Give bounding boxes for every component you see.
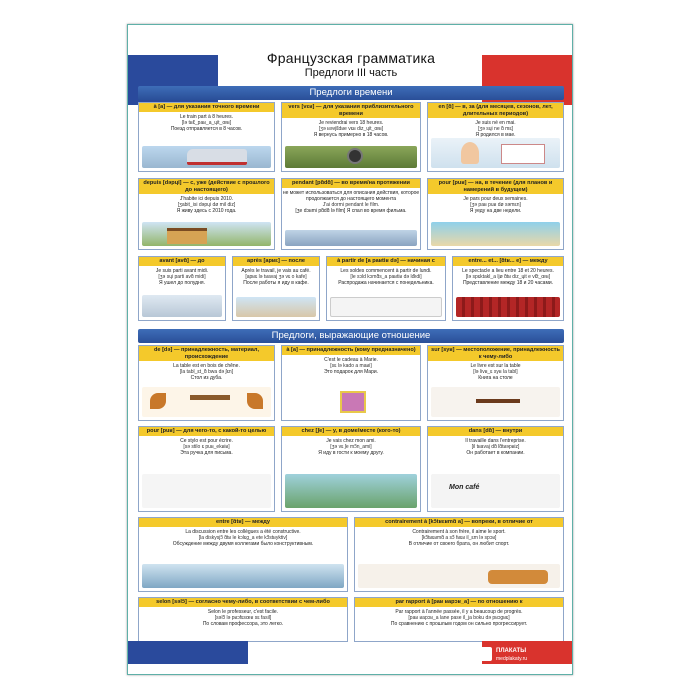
card-example: Le train part à 8 heures. — [179, 113, 234, 120]
card-example: C'est le cadeau à Marie. — [324, 356, 378, 363]
card-de — [138, 345, 275, 421]
theater-illustration — [456, 297, 560, 317]
card-title: entre [ɑ̃tʁ] — между — [139, 518, 347, 527]
card-title: vers [vɛʁ] — для указания приблизительного времени — [282, 103, 420, 118]
card-example: Selon le professeur, c'est facile. — [207, 608, 279, 615]
card-title: par rapport à [paʁ ʁapɔʁ_a] — по отношению к — [355, 598, 563, 607]
card-title: en [ɑ̃] — в, за (для месяцев, сезонов, лет, длительных периодов) — [428, 103, 563, 118]
train-illustration — [142, 146, 271, 168]
card-title: pour [puʁ] — на, в течение (для планов и намерений в будущем) — [428, 179, 563, 194]
card-transcription: [ʒə ʁəvjɛ̃dʁe vɛʁ diz_ɥit_œʁ] — [318, 126, 384, 132]
card-title: depuis [dəpɥi] — с, уже (действие с прошлого до настоящего) — [139, 179, 274, 194]
card-transcription: [sə stilo ɛ puʁ_ekʁiʁ] — [183, 443, 230, 450]
watch-illustration — [142, 295, 222, 317]
card-transcription: [sɛ lə kado a maʁi] — [330, 362, 372, 369]
card-example: Le spectacle a lieu entre 18 et 20 heures. — [462, 267, 554, 274]
card-selon — [138, 597, 348, 642]
card-transcription: [apʁɛ lə tʁavaj ʒə vɛ o kafe] — [245, 273, 307, 280]
card-transcription: [lə livʁ_ɛ syʁ la tabl] — [473, 369, 518, 375]
card-transcription: [ʒə paʁ puʁ dø səmɛn] — [470, 202, 521, 208]
card-transcription: [la tabl_ɛt_ɑ̃ bwa də ʃɛn] — [179, 369, 234, 375]
card-translation: Я родился в мае. — [475, 132, 516, 138]
card-example: Les soldes commencent à partir de lundi. — [340, 267, 432, 274]
card-example: Je suis né en mai. — [475, 120, 516, 126]
card-pour-purpose — [138, 426, 275, 512]
card-title: sur [syʁ] — местоположение, принадлежность к чему-либо — [428, 346, 563, 361]
poster — [127, 24, 573, 675]
card-dans — [427, 426, 564, 512]
card-example: Contrairement à son frère, il aime le sport. — [412, 528, 506, 535]
logo-mark-icon — [480, 647, 492, 661]
card-par-rapport — [354, 597, 564, 642]
section-time-banner: Предлоги времени — [138, 86, 564, 100]
calendar-grid-illustration — [330, 297, 442, 317]
card-a-time — [138, 102, 275, 172]
card-title: entre... et... [ɑ̃tʁ... e] — между — [453, 257, 563, 266]
card-chez — [281, 426, 421, 512]
card-translation: Я уеду на две недели. — [469, 208, 522, 214]
card-title: pour [puʁ] — для чего-то, с какой-то целью — [139, 427, 274, 436]
card-title: à [a] — принадлежность (кому предназначено) — [282, 346, 420, 355]
card-entre-et — [452, 256, 564, 321]
card-translation: Поезд отправляется в 8 часов. — [170, 125, 243, 132]
card-a-partir-de — [326, 256, 446, 321]
card-example: Je vais chez mon ami. — [326, 437, 376, 444]
card-translation: Эта ручка для письма. — [180, 449, 233, 456]
card-pour-time — [427, 178, 564, 250]
card-example: Je pars pour deux semaines. — [463, 196, 528, 202]
colleagues-illustration — [142, 564, 344, 588]
card-title: chez [ʃe] — у, в доме/месте (кого-то) — [282, 427, 420, 436]
logo-line2: medplakaty.ru — [496, 656, 528, 662]
card-translation: Распродажа начинается с понедельника. — [338, 279, 434, 286]
card-example: Après le travail, je vais au café. — [241, 267, 311, 274]
card-title: selon [səlɔ̃] — согласно чему-либо, в соответствии с чем-либо — [139, 598, 347, 607]
card-transcription: [lə tʁɛ̃_paʁ_a_ɥit_œʁ] — [181, 119, 232, 126]
card-title: après [apʁɛ] — после — [233, 257, 319, 266]
card-note: не может использоваться для описания действия, которое продолжается до настоящего момента — [282, 189, 420, 202]
card-depuis — [138, 178, 275, 250]
card-example: Il travaille dans l'entreprise. — [465, 437, 526, 444]
card-translation: Книга на столе — [478, 375, 513, 381]
beach-illustration — [431, 222, 560, 246]
book-table-illustration — [431, 387, 560, 417]
card-translation: Это подарок для Мари. — [323, 368, 379, 375]
card-translation: [ʒe dɔʁmi pɑ̃dɑ̃ lə film] Я спал во время фильма. — [295, 207, 407, 214]
card-transcription: [ʒə sɥi ne ɑ̃ mɛ] — [477, 126, 514, 132]
clock-illustration — [285, 146, 417, 168]
card-example: Je suis parti avant midi. — [155, 267, 209, 274]
card-vers — [281, 102, 421, 172]
card-transcription: [la diskysjɔ̃ ɑ̃tʁ le kɔlɛg_a ete kɔ̃stʁyktiv] — [198, 534, 288, 541]
publisher-logo — [476, 644, 546, 666]
card-sur — [427, 345, 564, 421]
card-example: J'habite ici depuis 2010. — [179, 196, 234, 202]
mon-cafe-sign: Mon café — [449, 484, 480, 491]
card-title: à partir de [a paʁtiʁ də] — начиная с — [327, 257, 445, 266]
sleeping-illustration — [285, 230, 417, 246]
card-translation: Я вернусь примерно в 18 часов. — [313, 132, 389, 138]
card-translation: Представление между 18 и 20 часами. — [462, 279, 554, 286]
card-transcription: [səlɔ̃ lə pʁɔfɛsœʁ sɛ fasil] — [214, 614, 272, 621]
card-transcription: [ʒabit_isi dəpɥi dø mil diz] — [177, 202, 236, 208]
card-apres — [232, 256, 320, 321]
card-translation: Стол из дуба. — [190, 375, 223, 381]
poster-subtitle: Предлоги III часть — [304, 67, 398, 79]
section-relation-banner: Предлоги, выражающие отношение — [138, 329, 564, 343]
card-example: Je reviendrai vers 18 heures. — [318, 120, 384, 126]
card-example: Le livre est sur la table — [470, 363, 521, 369]
oak-table-illustration — [142, 387, 271, 417]
card-translation: Я иду в гости к моему другу. — [318, 449, 384, 456]
card-translation: По сравнению с прошлым годом он сильно прогрессирует. — [390, 620, 528, 627]
card-title: pendant [pɑ̃dɑ̃] — во время/на протяжении — [282, 179, 420, 188]
card-translation: Я живу здесь с 2010 года. — [176, 208, 237, 214]
card-translation: Он работает в компании. — [466, 449, 525, 456]
card-translation: По словам профессора, это легко. — [202, 620, 284, 627]
card-example: Par rapport à l'année passée, il y a beaucoup de progrès. — [395, 608, 523, 615]
card-avant — [138, 256, 226, 321]
card-example: J'ai dormi pendant le film. — [322, 201, 380, 208]
frogs-illustration — [285, 474, 417, 508]
card-transcription: [le sɔld kɔmɑ̃s_a paʁtiʁ də lœ̃di] — [350, 273, 422, 280]
card-pendant — [281, 178, 421, 250]
card-translation: Обсуждение между двумя коллегами было конструктивным. — [172, 540, 314, 547]
card-title: à [a] — для указания точного времени — [139, 103, 274, 112]
cafe-illustration — [236, 297, 316, 317]
card-transcription: [lə spɛktakl_a ljø ɑ̃tʁ diz_ɥit e vɛ̃t_œʁ] — [465, 273, 551, 280]
card-a-belonging — [281, 345, 421, 421]
card-en — [427, 102, 564, 172]
card-transcription: [ʒə vɛ ʃe mɔ̃n_ami] — [330, 443, 372, 450]
calendar-illustration — [431, 138, 560, 168]
card-title: avant [avɑ̃] — до — [139, 257, 225, 266]
flag-blue-bottom — [128, 641, 248, 664]
card-transcription: [paʁ ʁapɔʁ_a lane pase il_ja boku də pʁɔgʁɛ] — [408, 614, 510, 621]
card-translation: После работы я иду в кафе. — [243, 279, 309, 286]
card-title: dans [dɑ̃] — внутри — [428, 427, 563, 436]
card-example: La discussion entre les collègues a été constructive. — [185, 528, 301, 535]
card-transcription: [il tʁavaj dɑ̃ lɑ̃tʁəpʁiz] — [471, 443, 520, 450]
card-example: La table est en bois de chêne. — [173, 363, 240, 369]
card-title: contrairement à [kɔ̃tʁɛʁmɑ̃ a] — вопреки, в отличие от — [355, 518, 563, 527]
card-translation: Я ушел до полудня. — [159, 279, 205, 286]
card-entre — [138, 517, 348, 592]
card-title: de [də] — принадлежность, материал, происхождение — [139, 346, 274, 361]
brothers-illustration — [358, 564, 560, 588]
pen-writing-illustration — [142, 474, 271, 508]
house-illustration — [142, 222, 271, 246]
card-transcription: [kɔ̃tʁɛʁmɑ̃ a sɔ̃ fʁɛʁ il_ɛm lə spɔʁ] — [421, 534, 497, 541]
poster-title: Французская грамматика — [266, 50, 436, 66]
card-contrairement — [354, 517, 564, 592]
card-transcription: [ʒə sɥi parti avɑ̃ midi] — [158, 273, 206, 280]
office-illustration — [431, 474, 560, 508]
gift-illustration — [285, 387, 417, 417]
logo-line1: ПЛАКАТЫ — [496, 648, 527, 654]
card-translation: В отличие от своего брата, он любит спорт. — [408, 540, 510, 547]
card-example: Ce stylo est pour écrire. — [180, 437, 233, 444]
